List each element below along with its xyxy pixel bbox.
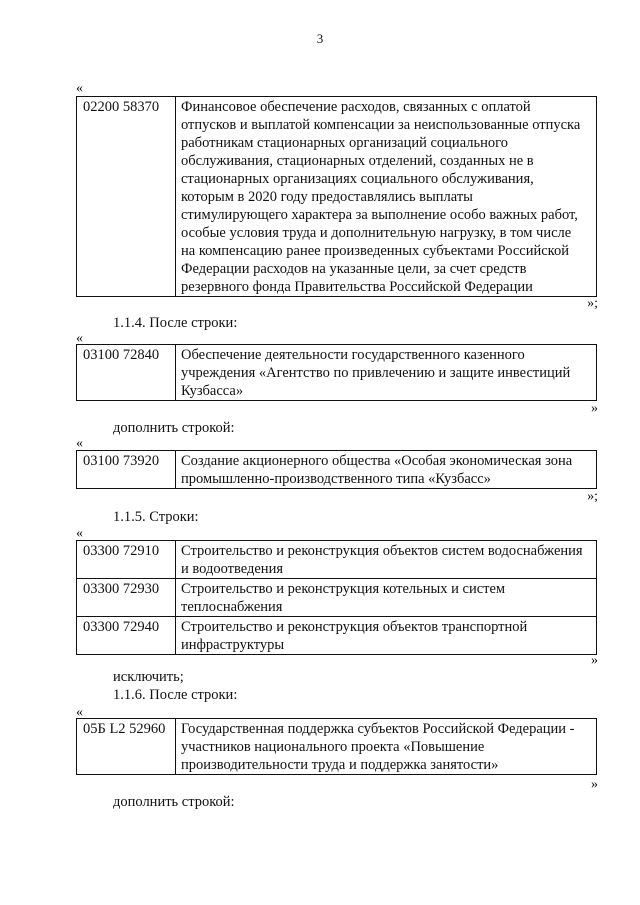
budget-code-cell: 03300 72930 <box>77 579 176 617</box>
table-row <box>77 451 597 489</box>
table-row <box>77 617 597 655</box>
description-cell <box>176 719 597 775</box>
description-line: Государственная поддержка субъектов Российской Федерации - <box>181 721 575 737</box>
description-line: особые условия труда и дополнительную нагрузку, в том числе <box>181 225 572 241</box>
code-table-5 <box>76 718 597 775</box>
code-table-4 <box>76 540 597 655</box>
description-line: Строительство и реконструкция объектов транспортной <box>181 619 528 635</box>
description-line: отпусков и выплатой компенсации за неиспользованные отпуска <box>181 117 581 133</box>
description-line: работникам стационарных организаций социального <box>181 135 508 151</box>
closing-quote: » <box>591 401 598 416</box>
opening-quote: « <box>76 331 83 346</box>
description-cell <box>176 579 597 617</box>
paragraph-add-line-2: дополнить строкой: <box>113 794 235 810</box>
budget-code-cell: 03100 72840 <box>77 345 176 401</box>
description-line: Строительство и реконструкция объектов систем водоснабжения <box>181 543 583 559</box>
budget-code-cell: 03300 72940 <box>77 617 176 655</box>
description-line: стационарных организациях социального обслуживания, <box>181 171 534 187</box>
description-line: на компенсацию ранее произведенных субъектами Российской <box>181 243 569 259</box>
closing-quote: » <box>591 653 598 668</box>
table-row <box>77 719 597 775</box>
description-line: Обеспечение деятельности государственного казенного <box>181 347 525 363</box>
table-row <box>77 345 597 401</box>
paragraph-1-1-4: 1.1.4. После строки: <box>113 315 238 331</box>
description-line: Кузбасса» <box>181 383 244 399</box>
description-cell <box>176 617 597 655</box>
closing-quote: » <box>591 777 598 792</box>
description-cell <box>176 541 597 579</box>
description-cell <box>176 345 597 401</box>
description-line: теплоснабжения <box>181 599 283 615</box>
budget-code-cell: 03100 73920 <box>77 451 176 489</box>
opening-quote: « <box>76 526 83 541</box>
description-line: учреждения «Агентство по привлечению и защите инвестиций <box>181 365 571 381</box>
budget-code-cell: 03300 72910 <box>77 541 176 579</box>
code-table-3 <box>76 450 597 489</box>
table-row <box>77 541 597 579</box>
table-row <box>77 579 597 617</box>
budget-code-cell: 05Б L2 52960 <box>77 719 176 775</box>
paragraph-exclude: исключить; <box>113 669 184 685</box>
table-row <box>77 97 597 297</box>
page-number: 3 <box>316 31 324 46</box>
closing-quote: »; <box>587 489 598 504</box>
closing-quote: »; <box>587 296 598 311</box>
description-line: производительности труда и поддержка занятости» <box>181 757 499 773</box>
description-line: участников национального проекта «Повышение <box>181 739 485 755</box>
description-line: стимулирующего характера за выполнение особо важных работ, <box>181 207 578 223</box>
description-cell <box>176 97 597 297</box>
opening-quote: « <box>76 705 83 720</box>
description-line: Строительство и реконструкция котельных и систем <box>181 581 506 597</box>
description-line: Финансовое обеспечение расходов, связанных с оплатой <box>181 99 531 115</box>
description-line: промышленно-производственного типа «Кузбасс» <box>181 471 491 487</box>
description-line: которым в 2020 году предоставлялись выплаты <box>181 189 473 205</box>
code-table-2 <box>76 344 597 401</box>
budget-code-cell: 02200 58370 <box>77 97 176 297</box>
description-line: обслуживания, стационарных отделений, созданных не в <box>181 153 534 169</box>
description-line: инфраструктуры <box>181 637 285 653</box>
opening-quote: « <box>76 81 83 96</box>
description-line: Создание акционерного общества «Особая экономическая зона <box>181 453 573 469</box>
description-line: Федерации расходов на указанные цели, за счет средств <box>181 261 527 277</box>
paragraph-1-1-5: 1.1.5. Строки: <box>113 509 199 525</box>
description-cell <box>176 451 597 489</box>
paragraph-1-1-6: 1.1.6. После строки: <box>113 687 238 703</box>
opening-quote: « <box>76 436 83 451</box>
description-line: резервного фонда Правительства Российской Федерации <box>181 279 533 295</box>
code-table-1 <box>76 96 597 297</box>
description-line: и водоотведения <box>181 561 283 577</box>
paragraph-add-line-1: дополнить строкой: <box>113 420 235 436</box>
